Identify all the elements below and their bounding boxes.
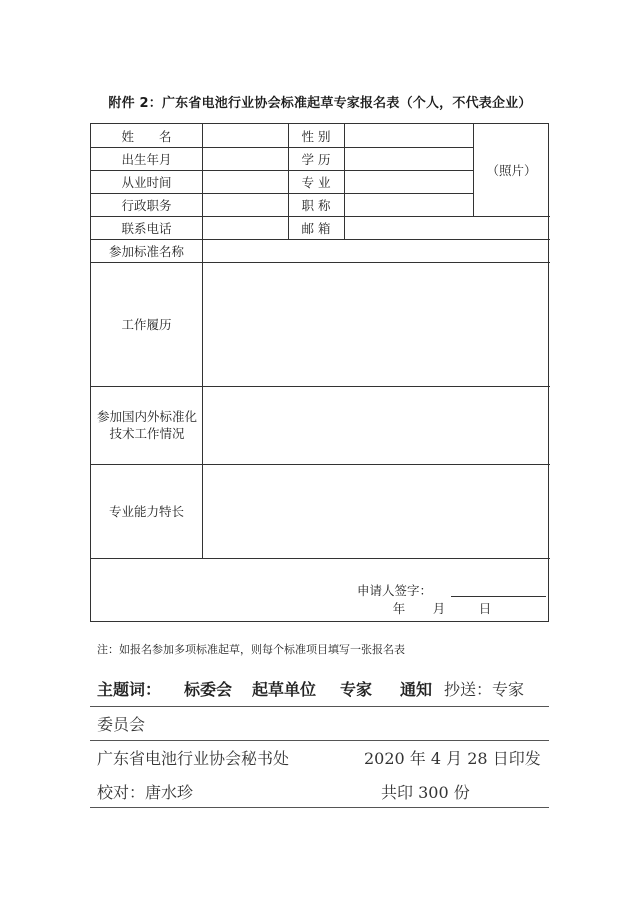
form-note: 注：如报名参加多项标准起草，则每个标准项目填写一张报名表	[97, 643, 405, 656]
footer-divider	[90, 807, 549, 808]
label-title: 职 称	[301, 197, 331, 213]
signature-label: 申请人签字：	[357, 583, 433, 598]
major-field[interactable]	[344, 170, 473, 193]
label-gender: 性 别	[301, 128, 331, 144]
photo-placeholder[interactable]: （照片）	[486, 163, 537, 178]
work-history-field[interactable]	[202, 262, 550, 386]
registration-form-table	[90, 123, 549, 622]
issuer: 广东省电池行业协会秘书处	[97, 749, 290, 768]
footer-divider	[90, 740, 549, 741]
name-field[interactable]	[202, 124, 288, 147]
cc-continued: 委员会	[97, 715, 146, 734]
label-intl-standardization-work: 参加国内外标准化技术工作情况	[97, 409, 198, 441]
keyword-committee: 标委会	[184, 680, 233, 699]
intl-standardization-work-field[interactable]	[202, 386, 550, 464]
label-major: 专 业	[301, 174, 331, 190]
label-years-in-industry: 从业时间	[121, 174, 172, 190]
birth-date-field[interactable]	[202, 147, 288, 170]
label-work-history: 工作履历	[121, 317, 172, 332]
copies-count: 共印 300 份	[381, 783, 470, 802]
gender-field[interactable]	[344, 124, 473, 147]
form-title: 附件 2：广东省电池行业协会标准起草专家报名表（个人，不代表企业）	[108, 96, 532, 111]
proofreader: 校对：唐水珍	[97, 783, 194, 802]
education-field[interactable]	[344, 147, 473, 170]
label-standard-name: 参加标准名称	[108, 243, 184, 259]
label-education: 学 历	[301, 151, 331, 167]
cc-label: 抄送：专家	[444, 680, 525, 699]
label-email: 邮 箱	[301, 220, 331, 236]
keyword-notice: 通知	[400, 680, 433, 699]
keywords-label: 主题词：	[97, 680, 162, 699]
years-in-industry-field[interactable]	[202, 170, 288, 193]
keyword-expert: 专家	[340, 680, 373, 699]
label-birth-date: 出生年月	[121, 151, 172, 167]
signature-line[interactable]	[451, 596, 546, 597]
issue-date: 2020 年 4 月 28 日印发	[364, 749, 541, 768]
standard-name-field[interactable]	[202, 239, 550, 262]
footer-divider	[90, 706, 549, 707]
email-field[interactable]	[344, 216, 550, 239]
label-admin-position: 行政职务	[121, 197, 172, 213]
expertise-field[interactable]	[202, 464, 550, 558]
date-year-label: 年	[392, 601, 406, 616]
keyword-drafting-unit: 起草单位	[252, 680, 317, 699]
date-day-label: 日	[478, 601, 492, 616]
admin-position-field[interactable]	[202, 193, 288, 216]
label-expertise: 专业能力特长	[108, 504, 184, 519]
label-phone: 联系电话	[121, 220, 172, 236]
date-month-label: 月	[432, 601, 446, 616]
label-name: 姓 名	[121, 128, 172, 144]
title-field[interactable]	[344, 193, 473, 216]
phone-field[interactable]	[202, 216, 288, 239]
